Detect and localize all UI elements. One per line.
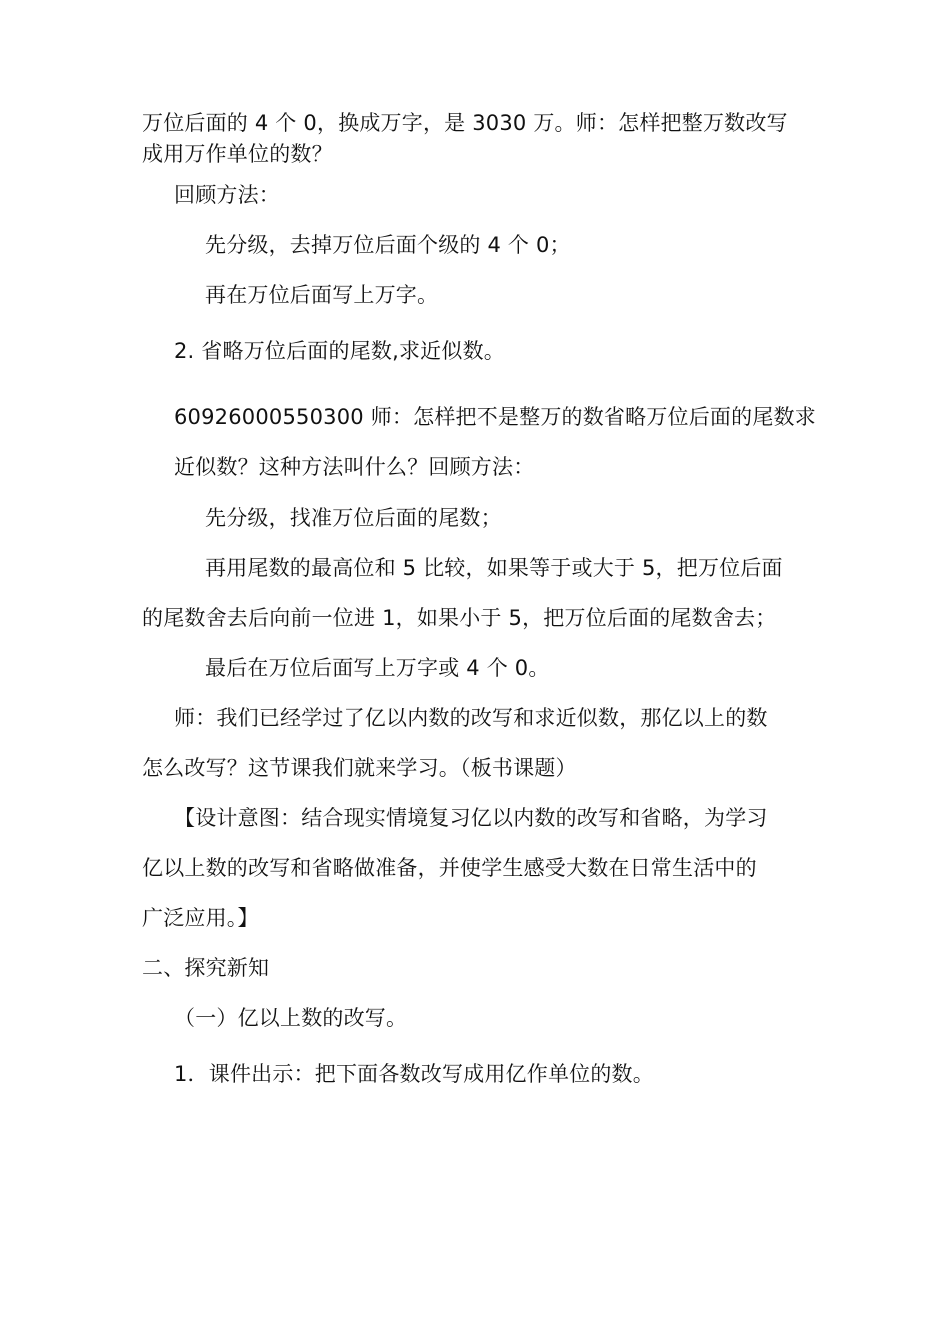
text-line: 1．课件出示：把下面各数改写成用亿作单位的数。 xyxy=(174,1062,654,1086)
section-heading: 二、探究新知 xyxy=(142,956,270,980)
text-line: 怎么改写？这节课我们就来学习。（板书课题） xyxy=(142,756,577,780)
text-line: 成用万作单位的数？ xyxy=(142,142,333,166)
design-intent-note: 【设计意图：结合现实情境复习亿以内数的改写和省略，为学习 xyxy=(174,806,768,830)
text-line: 最后在万位后面写上万字或 4 个 0。 xyxy=(205,656,550,680)
text-line: 近似数？这种方法叫什么？回顾方法： xyxy=(174,455,535,479)
text-line: 师：我们已经学过了亿以内数的改写和求近似数，那亿以上的数 xyxy=(174,706,768,730)
text-line: 先分级，去掉万位后面个级的 4 个 0； xyxy=(205,233,571,257)
design-intent-note: 广泛应用。】 xyxy=(142,906,259,930)
text-line: 再在万位后面写上万字。 xyxy=(205,283,439,307)
text-line: 万位后面的 4 个 0，换成万字，是 3030 万。师：怎样把整万数改写 xyxy=(142,111,788,135)
text-line: 回顾方法： xyxy=(174,183,280,207)
text-line: 再用尾数的最高位和 5 比较，如果等于或大于 5，把万位后面 xyxy=(205,556,783,580)
subsection-heading: （一）亿以上数的改写。 xyxy=(174,1006,408,1030)
text-line: 先分级，找准万位后面的尾数； xyxy=(205,506,502,530)
numbered-heading: 2. 省略万位后面的尾数,求近似数。 xyxy=(174,339,505,363)
text-line: 60926000550300 师：怎样把不是整万的数省略万位后面的尾数求 xyxy=(174,405,816,429)
design-intent-note: 亿以上数的改写和省略做准备，并使学生感受大数在日常生活中的 xyxy=(142,856,757,880)
text-line: 的尾数舍去后向前一位进 1，如果小于 5，把万位后面的尾数舍去； xyxy=(142,606,777,630)
